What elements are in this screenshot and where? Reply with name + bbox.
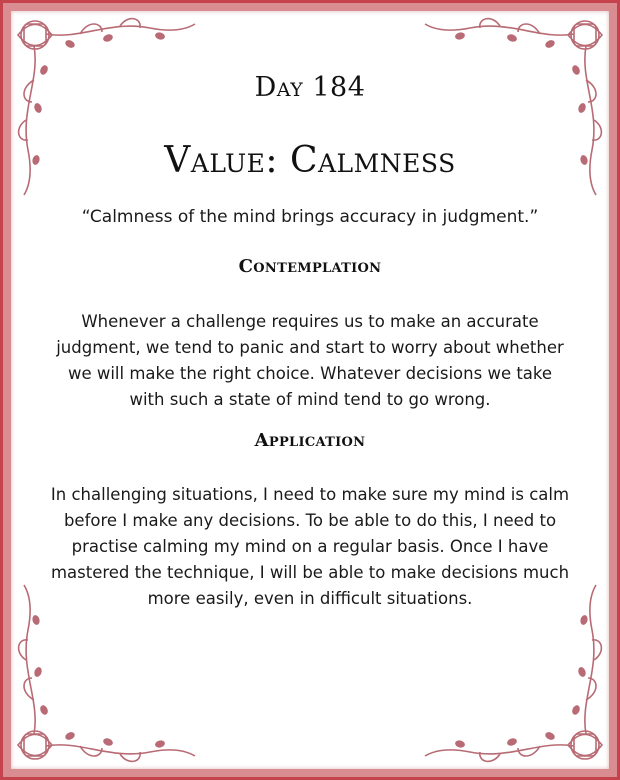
quote-text: “Calmness of the mind brings accuracy in judgment.”	[81, 207, 539, 227]
contemplation-text: Whenever a challenge requires us to make an accurate judgment, we tend to panic and start to worry about whether we will make the right choice. Whatever decisions we take with such a state of mind tend to go wrong.	[56, 312, 564, 409]
application-heading: Application	[254, 430, 366, 451]
application-text: In challenging situations, I need to make sure my mind is calm before I make any decisions. To be able to do this, I need to practise calming my mind on a regular basis. Once I have mastered the technique, I will be able to make decisions much more easily, even in difficult situations.	[50, 485, 570, 608]
day-label: Day 184	[254, 72, 366, 103]
value-title: Value: Calmness	[164, 140, 456, 181]
contemplation-heading: Contemplation	[238, 256, 382, 277]
